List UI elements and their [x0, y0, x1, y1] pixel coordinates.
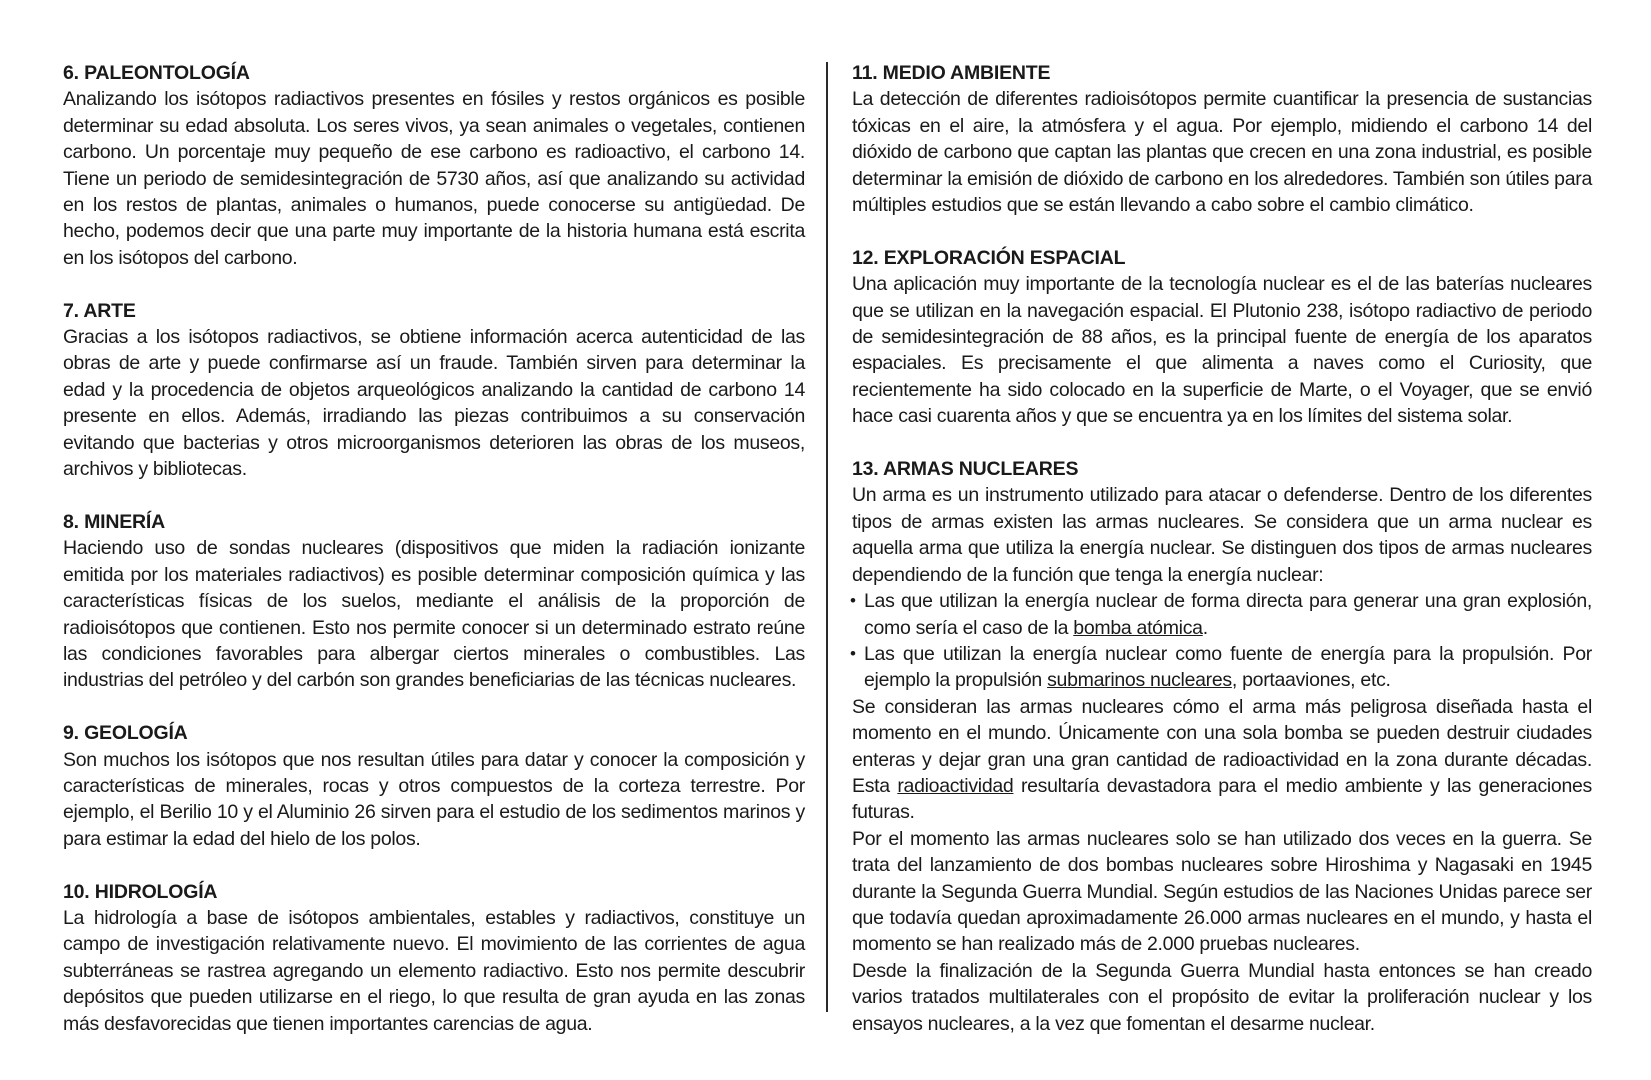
left-column — [63, 60, 805, 1063]
paragraph-text-end: resultaría devastadora para el medio ambiente y las generaciones futuras. — [852, 774, 1593, 824]
section-text: Haciendo uso de sondas nucleares (dispositivos que miden la radiación ionizante emitida por los materiales radiactivos) es posible determinar composición química y las características físicas de los suelos, mediante el análisis de la proporción de radioisótopos que contienen. Esto nos permite conocer si un determinado estrato reúne las condiciones favorables para albergar ciertos minerales o combustibles. Las industrias del petróleo y del carbón son grandes beneficiarias de las técnicas nucleares. — [63, 537, 805, 692]
section-exploracion-espacial — [852, 245, 1592, 430]
paragraph-text: Se consideran las armas nucleares cómo el arma más peligrosa diseñada hasta el momento en el mundo. Únicamente con una sola bomba se pueden destruir ciudades enteras y dejar gran una gran cantidad de radioactividad en la zona durante décadas. Esta — [852, 695, 1592, 797]
section-paragraph — [852, 694, 1592, 826]
section-text: Son muchos los isótopos que nos resultan útiles para datar y conocer la composición y características de minerales, rocas y otros compuestos de la corteza terrestre. Por ejemplo, el Berilio 10 y el Aluminio 26 sirven para el estudio de los sedimentos marinos y para estimar la edad del hielo de los polos. — [63, 748, 805, 850]
section-title: 11. MEDIO AMBIENTE — [852, 62, 1051, 84]
bullet-text: Las que utilizan la energía nuclear como fuente de energía para la propulsión. Por ejemplo la propulsión — [864, 642, 1592, 692]
section-text: Gracias a los isótopos radiactivos, se obtiene información acerca autenticidad de las obras de arte y puede confirmarse así un fraude. También sirven para determinar la edad y la procedencia de objetos arqueológicos analizando la cantidad de carbono 14 presente en ellos. Además, irradiando las piezas contribuimos a su conservación evitando que bacterias y otros microorganismos deterioren las obras de los museos, archivos y bibliotecas. — [63, 326, 805, 481]
section-title: 10. HIDROLOGÍA — [63, 880, 218, 903]
section-title: 9. GEOLOGÍA — [63, 722, 188, 745]
section-title: 12. EXPLORACIÓN ESPACIAL — [852, 246, 1126, 269]
bullet-text-end: , portaaviones, etc. — [1231, 669, 1391, 692]
bullet-icon: • — [850, 643, 856, 663]
bullet-text-end: . — [1202, 616, 1208, 639]
section-armas-nucleares — [852, 456, 1592, 1037]
section-text: La hidrología a base de isótopos ambientales, estables y radiactivos, constituye un campo de investigación relativamente nuevo. El movimiento de las corrientes de agua subterráneas se rastrea agregando un elemento radiactivo. Esto nos permite descubrir depósitos que pueden utilizarse en el riego, lo que resulta de gran ayuda en las zonas más desfavorecidas que tienen importantes carencias de agua. — [63, 906, 805, 1035]
section-arte — [63, 298, 805, 483]
section-title: 7. ARTE — [63, 299, 136, 322]
section-geologia — [63, 720, 805, 852]
bullet-text: Las que utilizan la energía nuclear de forma directa para generar una gran explosión, como sería el caso de la — [864, 590, 1592, 639]
section-hidrologia — [63, 879, 805, 1037]
submarinos-nucleares-link[interactable]: submarinos nucleares — [1047, 669, 1232, 692]
bomba-atomica-link[interactable]: bomba atómica — [1073, 616, 1203, 639]
section-paragraph: Desde la finalización de la Segunda Guerra Mundial hasta entonces se han creado varios tratados multilaterales con el propósito de evitar la proliferación nuclear y los ensayos nucleares, a la vez que fomentan el desarme nuclear. — [852, 959, 1592, 1035]
section-paragraph: Por el momento las armas nucleares solo se han utilizado dos veces en la guerra. Se trata del lanzamiento de dos bombas nucleares sobre Hiroshima y Nagasaki en 1945 durante la Segunda Guerra Mundial. Según estudios de las Naciones Unidas parece ser que todavía quedan aproximadamente 26.000 armas nucleares en el mundo, y hasta el momento se han realizado más de 2.000 pruebas nucleares. — [852, 827, 1592, 956]
section-mineria — [63, 509, 805, 694]
section-text: Analizando los isótopos radiactivos presentes en fósiles y restos orgánicos es posible determinar su edad absoluta. Los seres vivos, ya sean animales o vegetales, contienen carbono. Un porcentaje muy pequeño de ese carbono es radioactivo, el carbono 14. Tiene un periodo de semidesintegración de 5730 años, así que analizando su actividad en los restos de plantas, animales o humanos, puede conocerse su antigüedad. De hecho, podemos decir que una parte muy importante de la historia humana está escrita en los isótopos del carbono. — [63, 88, 805, 269]
list-item — [852, 588, 1592, 641]
list-item — [852, 641, 1592, 694]
bullet-icon: • — [850, 591, 856, 611]
section-medio-ambiente — [852, 60, 1592, 218]
section-text: La detección de diferentes radioisótopos permite cuantificar la presencia de sustancias tóxicas en el aire, la atmósfera y el agua. Por ejemplo, midiendo el carbono 14 del dióxido de carbono que captan las plantas que crecen en una zona industrial, es posible determinar la emisión de dióxido de carbono en los alrededores. También son útiles para múltiples estudios que se están llevando a cabo sobre el cambio climático. — [852, 88, 1592, 217]
section-text: Una aplicación muy importante de la tecnología nuclear es el de las baterías nucleares que se utilizan en la navegación espacial. El Plutonio 238, isótopo radiactivo de periodo de semidesintegración de 88 años, es la principal fuente de energía de los aparatos espaciales. Es precisamente el que alimenta a naves como el Curiosity, que recientemente ha sido colocado en la superficie de Marte, o el Voyager, que se envió hace casi cuarenta años y que se encuentra ya en los límites del sistema solar. — [852, 273, 1592, 428]
right-column — [852, 60, 1592, 1063]
section-title: 6. PALEONTOLOGÍA — [63, 62, 250, 84]
column-divider — [826, 62, 828, 1012]
section-title: 13. ARMAS NUCLEARES — [852, 458, 1079, 481]
section-intro: Un arma es un instrumento utilizado para atacar o defenderse. Dentro de los diferentes tipos de armas existen las armas nucleares. Se considera que un arma nuclear es aquella arma que utiliza la energía nuclear. Se distinguen dos tipos de armas nucleares dependiendo de la función que tenga la energía nuclear: — [852, 484, 1592, 586]
section-paleontologia — [63, 60, 805, 271]
radioactividad-link[interactable]: radioactividad — [897, 774, 1014, 797]
bullet-list — [852, 588, 1592, 694]
section-title: 8. MINERÍA — [63, 510, 166, 533]
